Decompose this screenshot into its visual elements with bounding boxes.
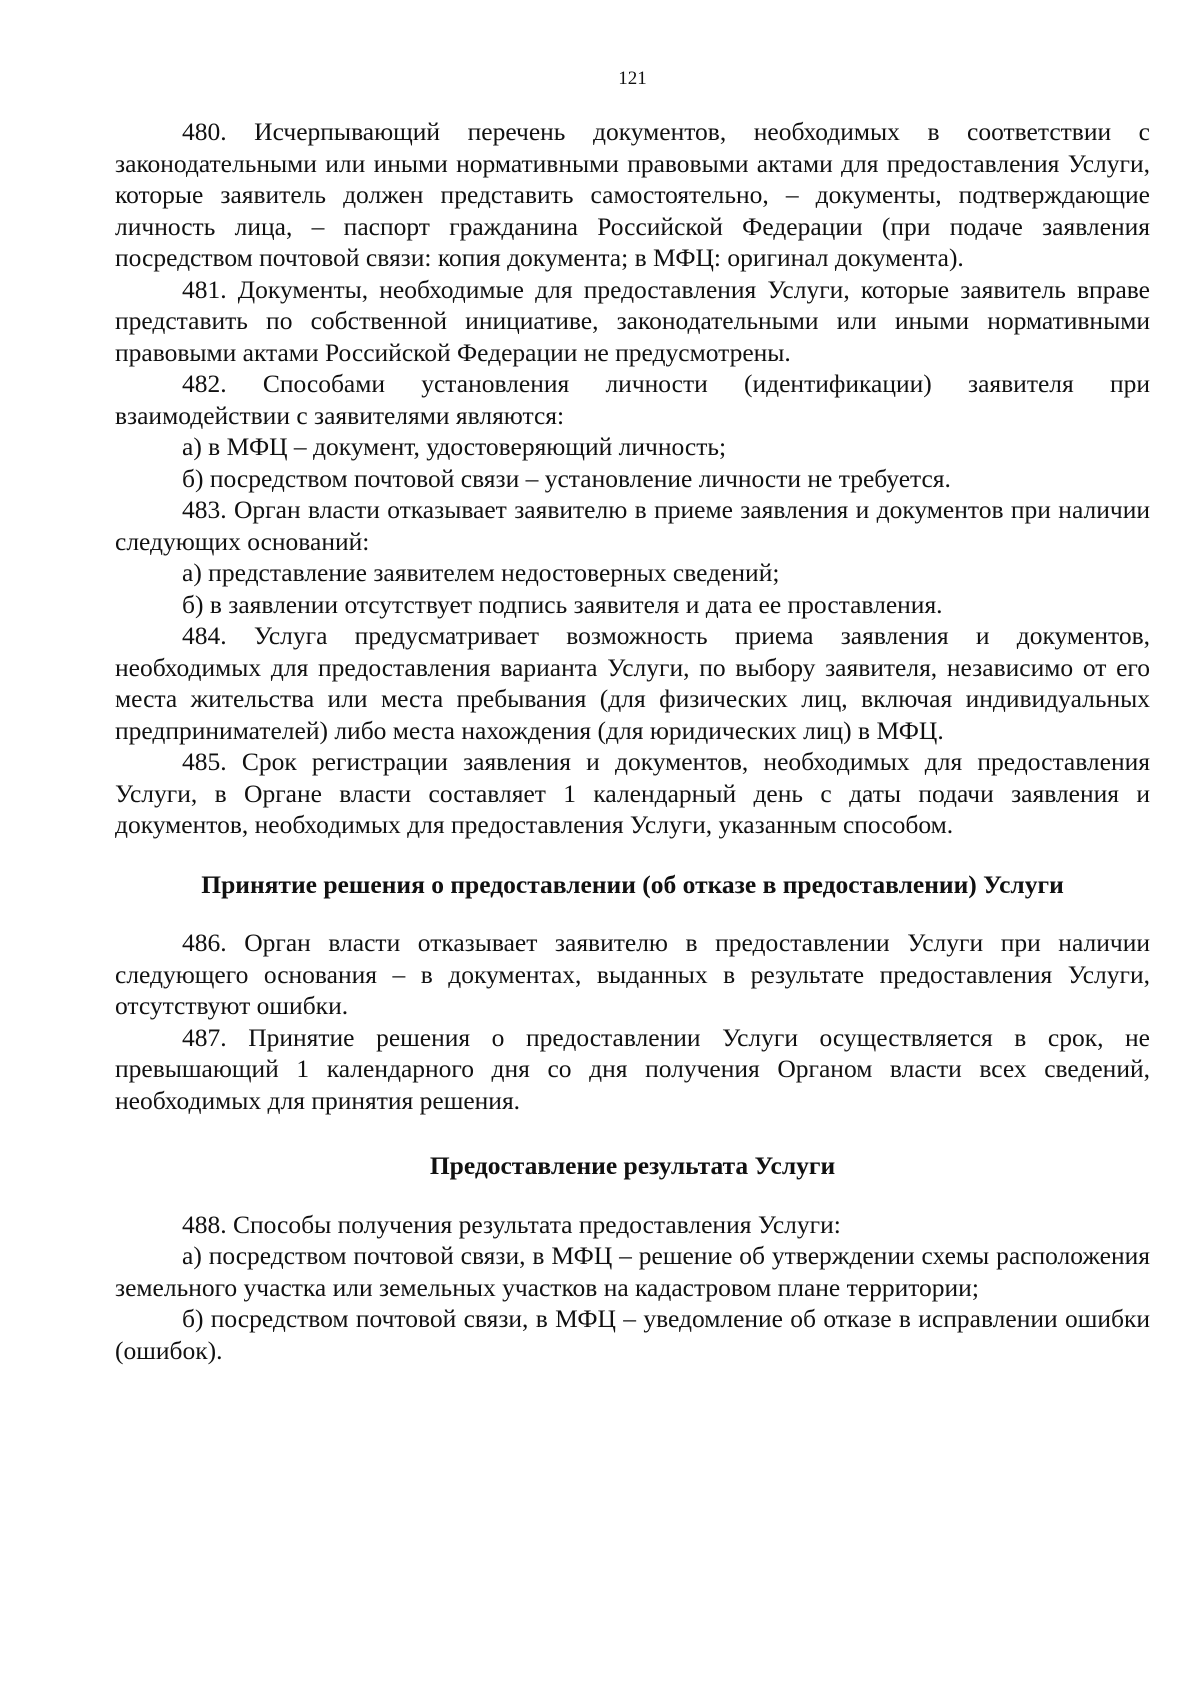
paragraph-485: 485. Срок регистрации заявления и документов, необходимых для предоставления Услуги, в Органе власти составляет 1 календарный день с даты подачи заявления и документов, необходимых для предоставления Услуги, указанным способом. xyxy=(115,747,1150,839)
paragraph-486: 486. Орган власти отказывает заявителю в предоставлении Услуги при наличии следующего основания – в документах, выданных в результате предоставления Услуги, отсутствуют ошибки. xyxy=(115,928,1150,1020)
paragraph-483: 483. Орган власти отказывает заявителю в приеме заявления и документов при наличии следующих оснований: xyxy=(115,495,1150,556)
page-number: 121 xyxy=(618,68,647,89)
paragraph-480: 480. Исчерпывающий перечень документов, необходимых в соответствии с законодательными или иными нормативными правовыми актами для предоставления Услуги, которые заявитель должен представить самостоятельно, – документы, подтверждающие личность лица, – паспорт гражданина Российской Федерации (при подаче заявления посредством почтовой связи: копия документа; в МФЦ: оригинал документа). xyxy=(115,117,1150,272)
paragraph-488-a: а) посредством почтовой связи, в МФЦ – решение об утверждении схемы расположения земельного участка или земельных участков на кадастровом плане территории; xyxy=(115,1241,1150,1302)
paragraph-482: 482. Способами установления личности (идентификации) заявителя при взаимодействии с заявителями являются: xyxy=(115,369,1150,430)
paragraph-481: 481. Документы, необходимые для предоставления Услуги, которые заявитель вправе представить по собственной инициативе, законодательными или иными нормативными правовыми актами Российской Федерации не предусмотрены. xyxy=(115,274,1150,367)
paragraph-488: 488. Способы получения результата предоставления Услуги: xyxy=(182,1209,841,1239)
paragraph-482-b: б) посредством почтовой связи – установление личности не требуется. xyxy=(182,463,951,493)
document-body xyxy=(115,116,1150,1366)
section-heading-result: Предоставление результата Услуги xyxy=(429,1151,836,1180)
paragraph-483-a: а) представление заявителем недостоверных сведений; xyxy=(182,558,780,587)
paragraph-488-b: б) посредством почтовой связи, в МФЦ – уведомление об отказе в исправлении ошибки (ошибок). xyxy=(115,1304,1150,1365)
paragraph-483-b: б) в заявлении отсутствует подпись заявителя и дата ее проставления. xyxy=(182,589,943,619)
paragraph-487: 487. Принятие решения о предоставлении Услуги осуществляется в срок, не превышающий 1 календарного дня со дня получения Органом власти всех сведений, необходимых для принятия решения. xyxy=(115,1022,1150,1115)
section-heading-decision: Принятие решения о предоставлении (об отказе в предоставлении) Услуги xyxy=(201,869,1064,899)
paragraph-484: 484. Услуга предусматривает возможность приема заявления и документов, необходимых для предоставления варианта Услуги, по выбору заявителя, независимо от его места жительства или места пребывания (для физических лиц, включая индивидуальных предпринимателей) либо места нахождения (для юридических лиц) в МФЦ. xyxy=(115,621,1150,745)
paragraph-482-a: а) в МФЦ – документ, удостоверяющий личность; xyxy=(182,432,727,461)
